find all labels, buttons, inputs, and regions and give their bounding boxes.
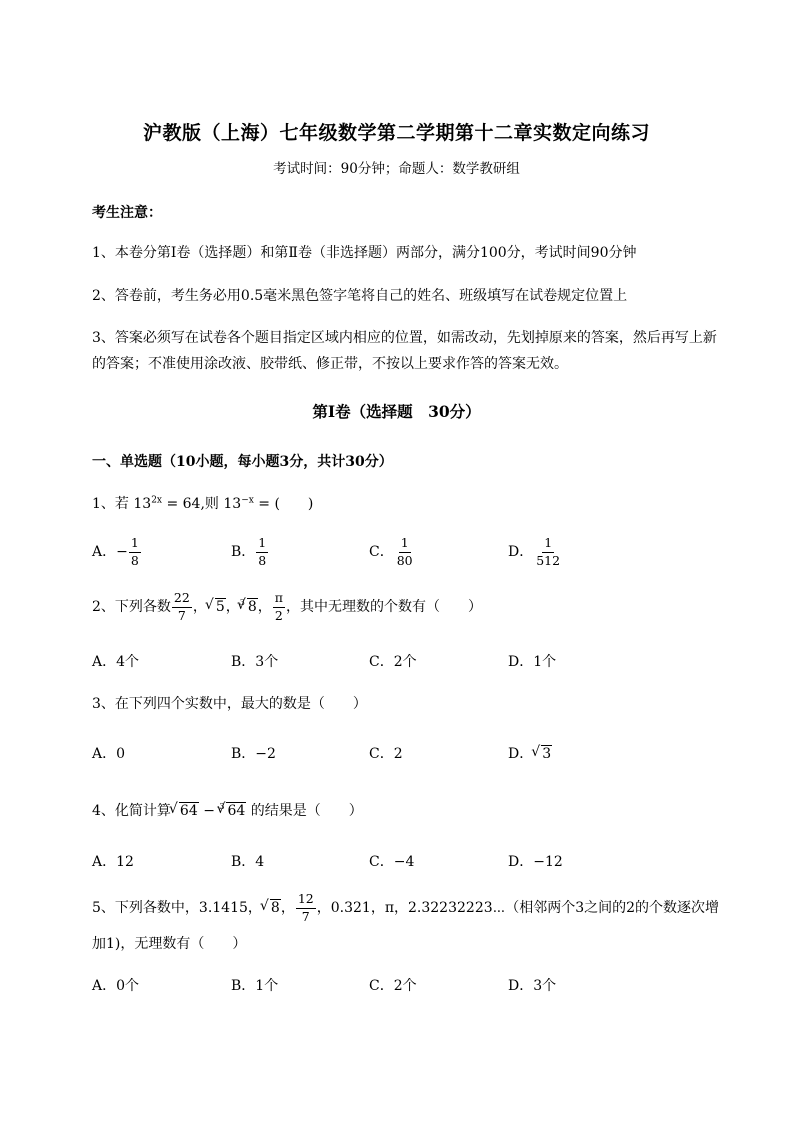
option-label: A． — [92, 544, 117, 560]
section-title: 第Ⅰ卷（选择题 30分） — [312, 402, 481, 421]
notice-heading: 考生注意： — [92, 205, 162, 221]
fraction — [395, 537, 415, 567]
question-1 — [92, 493, 313, 513]
option-label: B． — [231, 544, 256, 560]
fraction-numerator: 1 — [129, 537, 141, 553]
page-subtitle: 考试时间：90分钟；命题人：数学教研组 — [273, 161, 520, 177]
option-label: D． — [508, 544, 534, 560]
q1-option-d[interactable] — [508, 537, 563, 567]
fraction-denominator: 7 — [177, 607, 186, 623]
q4-option-c[interactable]: C．−4 — [369, 854, 415, 870]
comma: ， — [192, 599, 207, 615]
question-2 — [92, 592, 482, 622]
question-5-line2: 加1)，无理数有（ ） — [92, 936, 247, 952]
fraction-numerator: π — [273, 592, 285, 608]
q5-option-d[interactable]: D．3个 — [508, 978, 557, 994]
q5-prefix: 5、下列各数中，3.1415， — [92, 900, 262, 916]
fraction — [256, 537, 268, 567]
fraction-denominator: 8 — [258, 552, 267, 568]
cube-root — [218, 803, 246, 819]
notice-item-1: 1、本卷分第Ⅰ卷（选择题）和第Ⅱ卷（非选择题）两部分，满分100分，考试时间90分钟 — [92, 245, 637, 261]
part-title: 一、单选题（10小题，每小题3分，共计30分） — [92, 454, 393, 470]
option-sign: − — [116, 544, 128, 560]
fraction-denominator: 7 — [301, 908, 310, 924]
notice-item-2: 2、答卷前，考生务必用0.5毫米黑色签字笔将自己的姓名、班级填写在试卷规定位置上 — [92, 288, 628, 304]
q5-suffix: ，0.321，π，2.32232223⋯（相邻两个3之间的2的个数逐次增 — [316, 900, 720, 916]
fraction-numerator: 12 — [296, 893, 316, 909]
radicand: 64 — [227, 803, 246, 819]
radicand: 8 — [270, 900, 280, 916]
fraction-denominator: 8 — [130, 552, 139, 568]
q1-option-c[interactable] — [369, 537, 416, 567]
q4-option-b[interactable]: B．4 — [231, 854, 265, 870]
root-index: 3 — [219, 802, 225, 811]
question-3: 3、在下列四个实数中，最大的数是（ ） — [92, 696, 367, 712]
question-5 — [92, 893, 719, 923]
radicand: 3 — [542, 746, 552, 762]
q1-base1: 13 — [133, 496, 152, 512]
fraction-numerator: 1 — [256, 537, 268, 553]
q5-option-b[interactable]: B．1个 — [231, 978, 279, 994]
square-root — [171, 803, 199, 819]
fraction — [129, 537, 141, 567]
cube-root — [239, 599, 258, 615]
radicand: 64 — [179, 803, 198, 819]
square-root — [533, 746, 552, 762]
square-root — [262, 900, 281, 916]
q4-option-d[interactable]: D．−12 — [508, 854, 563, 870]
comma: ， — [280, 900, 295, 916]
notice-item-3-cont: 的答案；不准使用涂改液、胶带纸、修正带，不按以上要求作答的答案无效。 — [92, 356, 568, 372]
q4-prefix: 4、化简计算 — [92, 803, 171, 819]
notice-item-3: 3、答案必须写在试卷各个题目指定区域内相应的位置，如需改动，先划掉原来的答案，然后再写上新 — [92, 330, 717, 346]
q1-base2: 13 — [223, 496, 242, 512]
q5-option-a[interactable]: A．0个 — [92, 978, 140, 994]
question-4 — [92, 800, 363, 820]
q2-option-d[interactable]: D．1个 — [508, 654, 557, 670]
fraction — [296, 893, 316, 923]
q1-suffix: = ( ) — [253, 496, 314, 512]
option-label: D． — [508, 746, 534, 762]
q1-mid: = 64,则 — [162, 496, 224, 512]
q2-prefix: 2、下列各数 — [92, 599, 171, 615]
q3-option-a[interactable]: A．0 — [92, 746, 126, 762]
q3-option-d[interactable] — [508, 743, 552, 763]
radicand: 5 — [215, 599, 225, 615]
q1-exp1: 2x — [151, 495, 162, 506]
q1-option-a[interactable] — [92, 537, 142, 567]
q5-option-c[interactable]: C．2个 — [369, 978, 417, 994]
q4-option-a[interactable]: A．12 — [92, 854, 134, 870]
fraction-denominator: 512 — [536, 552, 561, 568]
q1-option-b[interactable] — [231, 537, 269, 567]
fraction — [534, 537, 562, 567]
minus-sign: − — [198, 803, 220, 819]
fraction — [273, 592, 285, 622]
q1-prefix: 1、若 — [92, 496, 134, 512]
comma: ， — [225, 599, 240, 615]
fraction-numerator: 22 — [172, 592, 192, 608]
q1-exp2: −x — [241, 495, 254, 506]
q4-suffix: 的结果是（ ） — [246, 803, 363, 819]
fraction-numerator: 1 — [399, 537, 411, 553]
square-root — [207, 599, 226, 615]
q2-option-b[interactable]: B．3个 — [231, 654, 279, 670]
radicand: 8 — [247, 599, 257, 615]
fraction-numerator: 1 — [542, 537, 554, 553]
q2-suffix: ，其中无理数的个数有（ ） — [285, 599, 482, 615]
fraction-denominator: 2 — [274, 607, 283, 623]
comma: ， — [257, 599, 272, 615]
q2-option-a[interactable]: A．4个 — [92, 654, 140, 670]
q3-option-c[interactable]: C．2 — [369, 746, 403, 762]
fraction — [172, 592, 192, 622]
option-label: C． — [369, 544, 394, 560]
page-title: 沪教版（上海）七年级数学第二学期第十二章实数定向练习 — [142, 122, 650, 144]
fraction-denominator: 80 — [396, 552, 413, 568]
q3-option-b[interactable]: B．−2 — [231, 746, 276, 762]
q2-option-c[interactable]: C．2个 — [369, 654, 417, 670]
root-index: 3 — [239, 598, 245, 607]
